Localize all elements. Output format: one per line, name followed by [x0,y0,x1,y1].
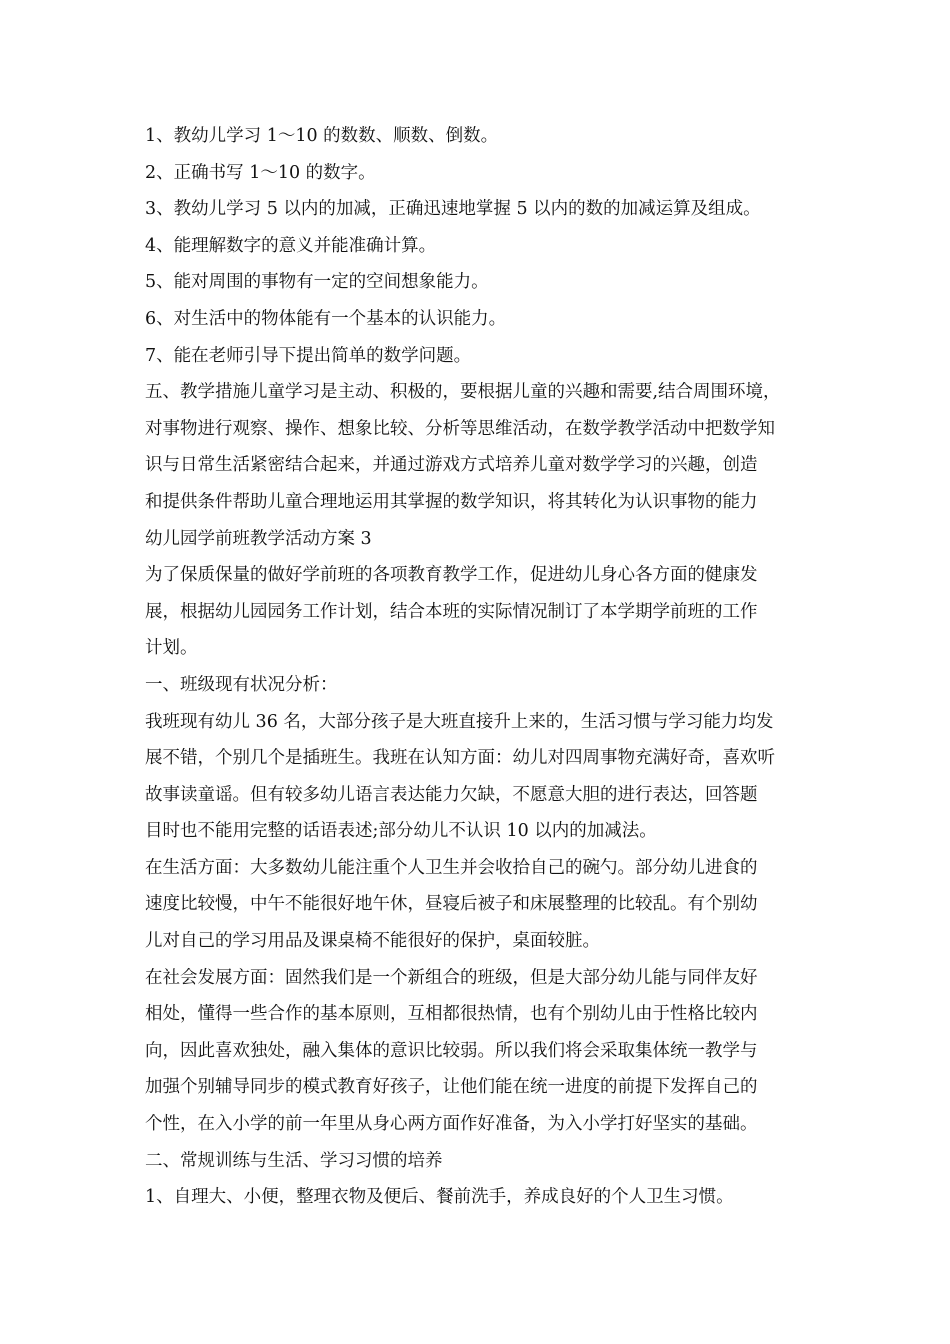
paragraph [145,521,809,558]
text-line: 2、正确书写 1～10 的数字。 [145,162,376,183]
paragraph [145,1143,809,1180]
text-line: 五、教学措施儿童学习是主动、积极的，要根据儿童的兴趣和需要,结合周围环境， [145,382,781,403]
text-line: 我班现有幼儿 36 名，大部分孩子是大班直接升上来的，生活习惯与学习能力均发 [145,711,774,732]
text-line: 为了保质保量的做好学前班的各项教育教学工作，促进幼儿身心各方面的健康发 [145,565,758,586]
text-line: 一、班级现有状况分析： [145,674,338,695]
text-line: 4、能理解数字的意义并能准确计算。 [145,235,437,256]
text-line: 7、能在老师引导下提出简单的数学问题。 [145,345,472,366]
text-line: 儿对自己的学习用品及课桌椅不能很好的保护，桌面较脏。 [145,931,600,952]
paragraph [145,228,809,265]
text-line: 向，因此喜欢独处，融入集体的意识比较弱。所以我们将会采取集体统一教学与 [145,1040,758,1061]
paragraph [145,850,809,960]
text-line: 故事读童谣。但有较多幼儿语言表达能力欠缺，不愿意大胆的进行表达，回答题 [145,784,758,805]
text-line: 二、常规训练与生活、学习习惯的培养 [145,1150,443,1171]
paragraph [145,1179,809,1216]
text-line: 在生活方面：大多数幼儿能注重个人卫生并会收拾自己的碗勺。部分幼儿进食的 [145,857,758,878]
document-page [145,118,809,1216]
text-line: 1、自理大、小便，整理衣物及便后、餐前洗手，养成良好的个人卫生习惯。 [145,1187,734,1208]
text-line: 识与日常生活紧密结合起来，并通过游戏方式培养儿童对数学学习的兴趣，创造 [145,455,758,476]
paragraph [145,118,809,155]
text-line: 对事物进行观察、操作、想象比较、分析等思维活动，在数学教学活动中把数学知 [145,418,775,439]
text-line: 1、教幼儿学习 1～10 的数数、顺数、倒数。 [145,126,499,146]
text-line: 计划。 [145,638,198,659]
paragraph [145,264,809,301]
text-line: 加强个别辅导同步的模式教育好孩子，让他们能在统一进度的前提下发挥自己的 [145,1077,758,1098]
text-line: 展，根据幼儿园园务工作计划，结合本班的实际情况制订了本学期学前班的工作 [145,601,758,622]
text-line: 相处，懂得一些合作的基本原则，互相都很热情，也有个别幼儿由于性格比较内 [145,1004,758,1025]
text-line: 5、能对周围的事物有一定的空间想象能力。 [145,272,489,293]
paragraph [145,191,809,228]
paragraph [145,704,809,850]
text-line: 3、教幼儿学习 5 以内的加减，正确迅速地掌握 5 以内的数的加减运算及组成。 [145,199,761,220]
paragraph [145,557,809,667]
paragraph [145,374,809,520]
text-line: 个性，在入小学的前一年里从身心两方面作好准备，为入小学打好坚实的基础。 [145,1114,758,1135]
paragraph [145,667,809,704]
paragraph [145,155,809,192]
text-line: 和提供条件帮助儿童合理地运用其掌握的数学知识，将其转化为认识事物的能力 [145,491,758,512]
text-line: 幼儿园学前班教学活动方案 3 [145,528,372,549]
text-line: 目时也不能用完整的话语表述;部分幼儿不认识 10 以内的加减法。 [145,821,657,842]
text-line: 展不错，个别几个是插班生。我班在认知方面：幼儿对四周事物充满好奇，喜欢听 [145,748,775,769]
paragraph [145,301,809,338]
paragraph [145,338,809,375]
paragraph [145,960,809,1143]
text-line: 速度比较慢，中午不能很好地午休，昼寝后被子和床展整理的比较乱。有个别幼 [145,894,758,915]
text-line: 在社会发展方面：固然我们是一个新组合的班级，但是大部分幼儿能与同伴友好 [145,967,758,988]
text-line: 6、对生活中的物体能有一个基本的认识能力。 [145,308,507,329]
